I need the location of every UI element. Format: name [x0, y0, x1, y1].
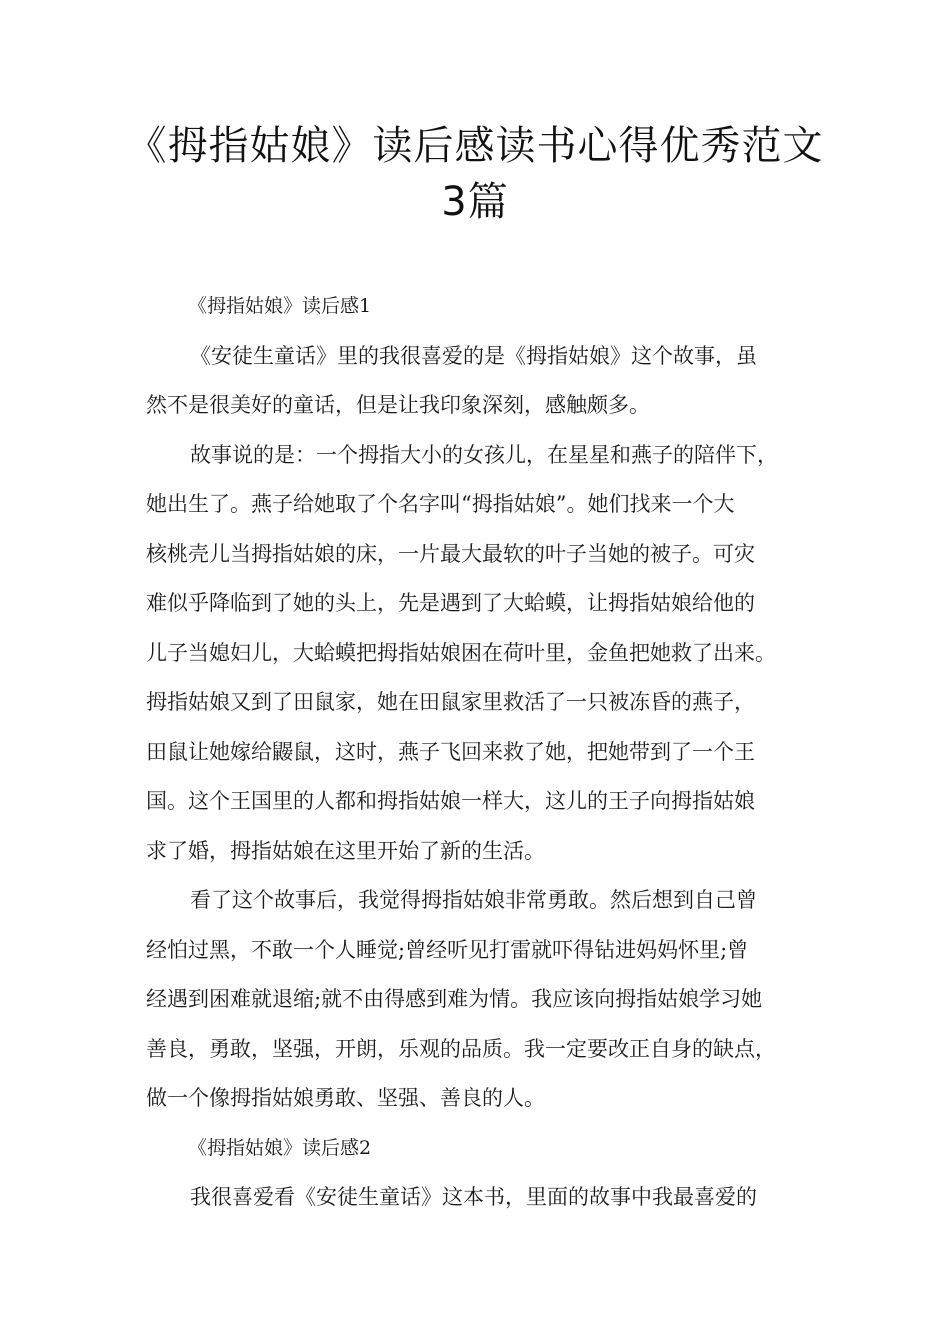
- text-line: 善良，勇敢，坚强，开朗，乐观的品质。我一定要改正自身的缺点，: [146, 1036, 776, 1061]
- text-line: 看了这个故事后，我觉得拇指姑娘非常勇敢。然后想到自己曾: [190, 888, 757, 912]
- text-line: 核桃壳儿当拇指姑娘的床，一片最大最软的叶子当她的被子。可灾: [146, 541, 755, 566]
- text-line: 经怕过黑，不敢一个人睡觉;曾经听见打雷就吓得钻进妈妈怀里;曾: [146, 937, 749, 962]
- text-line: 经遇到困难就退缩;就不由得感到难为情。我应该向拇指姑娘学习她: [146, 987, 763, 1011]
- text-line: 田鼠让她嫁给鼹鼠，这时，燕子飞回来救了她，把她带到了一个王: [146, 739, 755, 764]
- text-line: 做一个像拇指姑娘勇敢、坚强、善良的人。: [146, 1086, 545, 1110]
- title-line-2: 3篇: [441, 179, 509, 225]
- text-line: 故事说的是：一个拇指大小的女孩儿，在星星和燕子的陪伴下，: [190, 442, 778, 467]
- text-line: 难似乎降临到了她的头上，先是遇到了大蛤蟆，让拇指姑娘给他的: [146, 591, 755, 615]
- title-line-1: 《拇指姑娘》读后感读书心得优秀范文: [126, 123, 824, 169]
- section-heading: 《拇指姑娘》读后感1: [188, 295, 372, 317]
- text-line: 她出生了。燕子给她取了个名字叫“拇指姑娘”。她们找来一个大: [146, 492, 735, 516]
- text-line: 我很喜爱看《安徒生童话》这本书，里面的故事中我最喜爱的: [190, 1185, 757, 1209]
- text-line: 拇指姑娘又到了田鼠家，她在田鼠家里救活了一只被冻昏的燕子，: [146, 690, 755, 714]
- text-line: 然不是很美好的童话，但是让我印象深刻，感触颇多。: [146, 393, 650, 417]
- section-heading: 《拇指姑娘》读后感2: [188, 1136, 372, 1159]
- text-line: 求了婚，拇指姑娘在这里开始了新的生活。: [146, 838, 545, 863]
- document-body: [146, 282, 826, 1223]
- text-line: 国。这个王国里的人都和拇指姑娘一样大，这儿的王子向拇指姑娘: [146, 789, 755, 813]
- text-line: 儿子当媳妇儿，大蛤蟆把拇指姑娘困在荷叶里，金鱼把她救了出来。: [146, 640, 776, 665]
- text-line: 《安徒生童话》里的我很喜爱的是《拇指姑娘》这个故事，虽: [190, 343, 757, 368]
- document-title: [100, 118, 850, 230]
